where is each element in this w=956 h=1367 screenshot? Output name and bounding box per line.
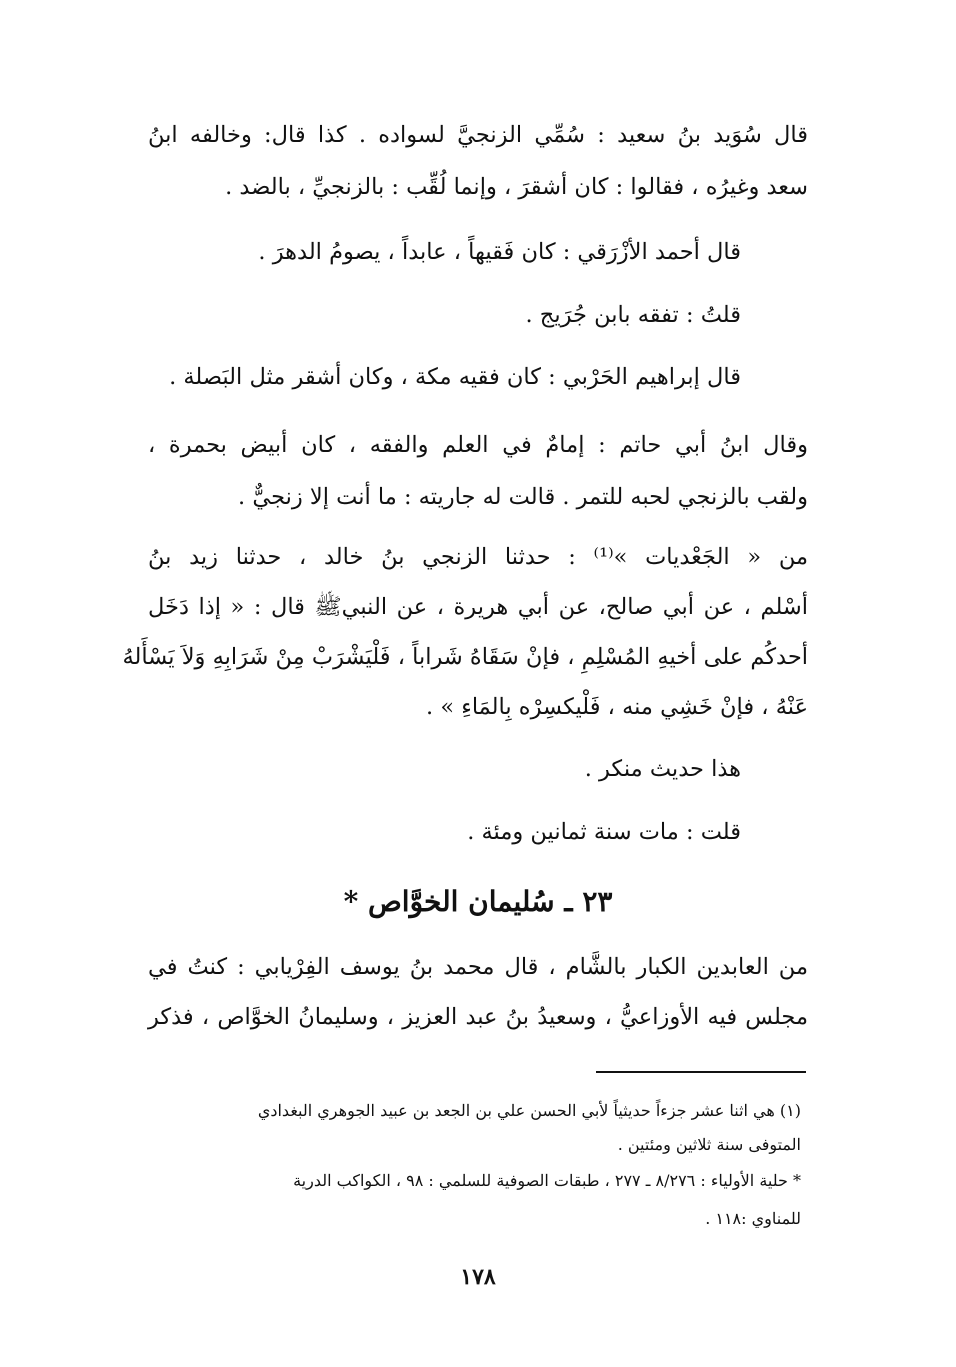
- page-number: ١٧٨: [460, 1264, 496, 1290]
- footnote-line: * حلية الأولياء : ٨/٢٧٦ ـ ٢٧٧ ، طبقات الصوفية للسلمي : ٩٨ ، الكواكب الدرية: [293, 1171, 801, 1190]
- text-line: قلت : مات سنة ثمانين ومئة .: [467, 819, 741, 845]
- text-line: قال سُوَيد بنُ سعيد : سُمِّي الزنجيَّ لسواده . كذا قال: وخالفه ابنُ: [148, 122, 808, 148]
- footnote-line: للمناوي :١١٨ .: [705, 1209, 801, 1228]
- text-line: مجلس فيه الأوزاعيُّ ، وسعيدُ بنُ عبد العزيز ، وسليمانُ الخوَّاص ، فذكر: [148, 1004, 808, 1030]
- text-line: سعد وغيرُه ، فقالوا : كان أشقرَ ، وإنما لُقِّب : بالزنجيِّ ، بالضد .: [225, 174, 808, 200]
- footnote-separator: [596, 1071, 806, 1073]
- text-line: أسْلم ، عن أبي صالح، عن أبي هريرة ، عن النبيﷺ قال : « إذا دَخَل: [148, 594, 808, 620]
- text-line: أحدكُم على أخيهِ المُسْلِمِ ، فإنْ سَقَاهُ شَراباً ، فَلْيَشْرَبْ مِنْ شَرَابِهِ وَلاَ يَسْأَلهُ: [122, 644, 808, 670]
- text-line: وقال ابنُ أبي حاتم : إمامٌ في العلم والفقه ، كان أبيض بحمرة ،: [148, 432, 808, 458]
- text-line: قال إبراهيم الحَرْبي : كان فقيه مكة ، وكان أشقر مثل البَصلة .: [169, 364, 741, 390]
- text-line: من العابدين الكبار بالشَّام ، قال محمد بنُ يوسف الفِرْيابي : كنتُ في: [148, 954, 808, 980]
- text-line: هذا حديث منكر .: [584, 756, 741, 782]
- footnote-line: المتوفى سنة ثلاثين ومئتين .: [617, 1135, 801, 1154]
- text-line: من « الجَعْديات »⁽¹⁾ : حدثنا الزنجي بنُ خالد ، حدثنا زيد بنُ: [148, 544, 808, 570]
- text-line: قال أحمد الأزْرَقي : كان فَقيهاً ، عابداً ، يصومُ الدهرَ .: [258, 239, 741, 265]
- section-heading: ٢٣ ـ سُليمان الخوَّاص *: [343, 885, 613, 918]
- text-line: عَنْهُ ، فإنْ خَشِي منه ، فَلْيكسِرْه بِالمَاءِ » .: [426, 694, 808, 720]
- text-line: قلتُ : تفقه بابن جُرَيج .: [525, 302, 741, 328]
- text-line: ولقب بالزنجي لحبه للتمر . قالت له جاريته : ما أنت إلا زنجيٌّ .: [238, 484, 808, 510]
- footnote-line: (١) هي اثنا عشر جزءاً حديثياً لأبي الحسن علي بن الجعد بن عبيد الجوهري البغدادي: [257, 1101, 801, 1120]
